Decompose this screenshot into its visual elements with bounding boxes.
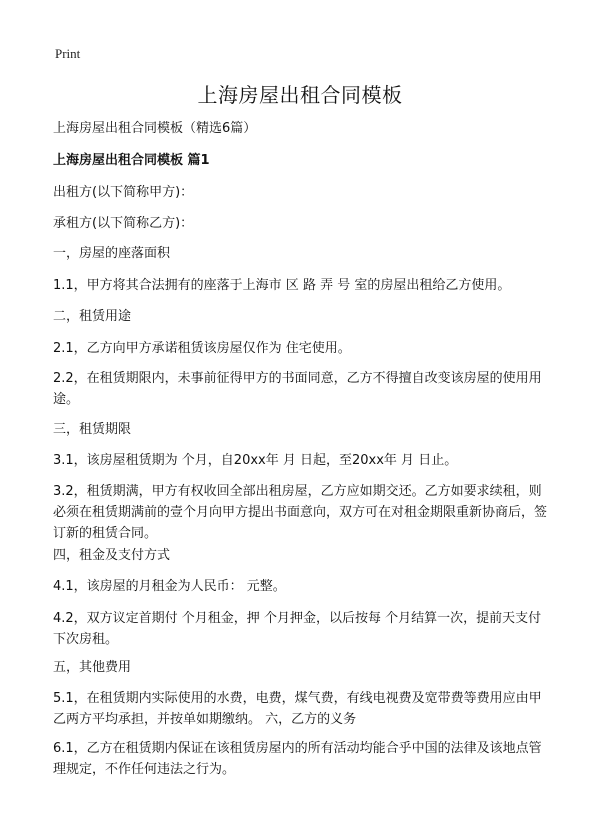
clause-1-1: 1.1，甲方将其合法拥有的座落于上海市 区 路 弄 号 室的房屋出租给乙方使用。 — [53, 278, 511, 293]
paragraph-lessor: 出租方(以下简称甲方)： — [53, 185, 194, 200]
section-heading: 上海房屋出租合同模板 篇1 — [53, 153, 210, 168]
paragraph-lessee: 承租方(以下简称乙方)： — [53, 216, 194, 231]
document-title: 上海房屋出租合同模板 — [197, 83, 403, 107]
print-link[interactable]: Print — [55, 46, 81, 61]
heading-term: 三，租赁期限 — [53, 422, 132, 437]
clause-2-2: 2.2，在租赁期限内，未事前征得甲方的书面同意，乙方不得擅自改变该房屋的使用用途。 — [53, 371, 542, 407]
heading-purpose: 二，租赁用途 — [53, 309, 132, 324]
clause-4-2: 4.2，双方议定首期付 个月租金，押 个月押金，以后按每 个月结算一次，提前天支付下次房租。 — [53, 611, 542, 647]
document-subtitle: 上海房屋出租合同模板（精选6篇） — [53, 121, 257, 136]
clause-6-1: 6.1，乙方在租赁期内保证在该租赁房屋内的所有活动均能合乎中国的法律及该地点管理规定，不作任何违法之行为。 — [53, 741, 542, 777]
heading-location: 一，房屋的座落面积 — [53, 246, 171, 261]
clause-2-1: 2.1，乙方向甲方承诺租赁该房屋仅作为 住宅使用。 — [53, 341, 351, 356]
clause-4-1: 4.1，该房屋的月租金为人民币： 元整。 — [53, 579, 286, 594]
heading-other-fees: 五，其他费用 — [53, 660, 132, 675]
heading-rent: 四，租金及支付方式 — [53, 548, 171, 563]
clause-3-1: 3.1，该房屋租赁期为 个月，自20xx年 月 日起，至20xx年 月 日止。 — [53, 453, 458, 468]
clause-5-1: 5.1，在租赁期内实际使用的水费，电费，煤气费，有线电视费及宽带费等费用应由甲乙两方平均承担，并按单如期缴纳。 六，乙方的义务 — [53, 691, 542, 727]
clause-3-2: 3.2，租赁期满，甲方有权收回全部出租房屋，乙方应如期交还。乙方如要求续租，则必须在租赁期满前的壹个月向甲方提出书面意向，双方可在对租金期限重新协商后，签订新的租赁合同。 — [53, 484, 548, 541]
